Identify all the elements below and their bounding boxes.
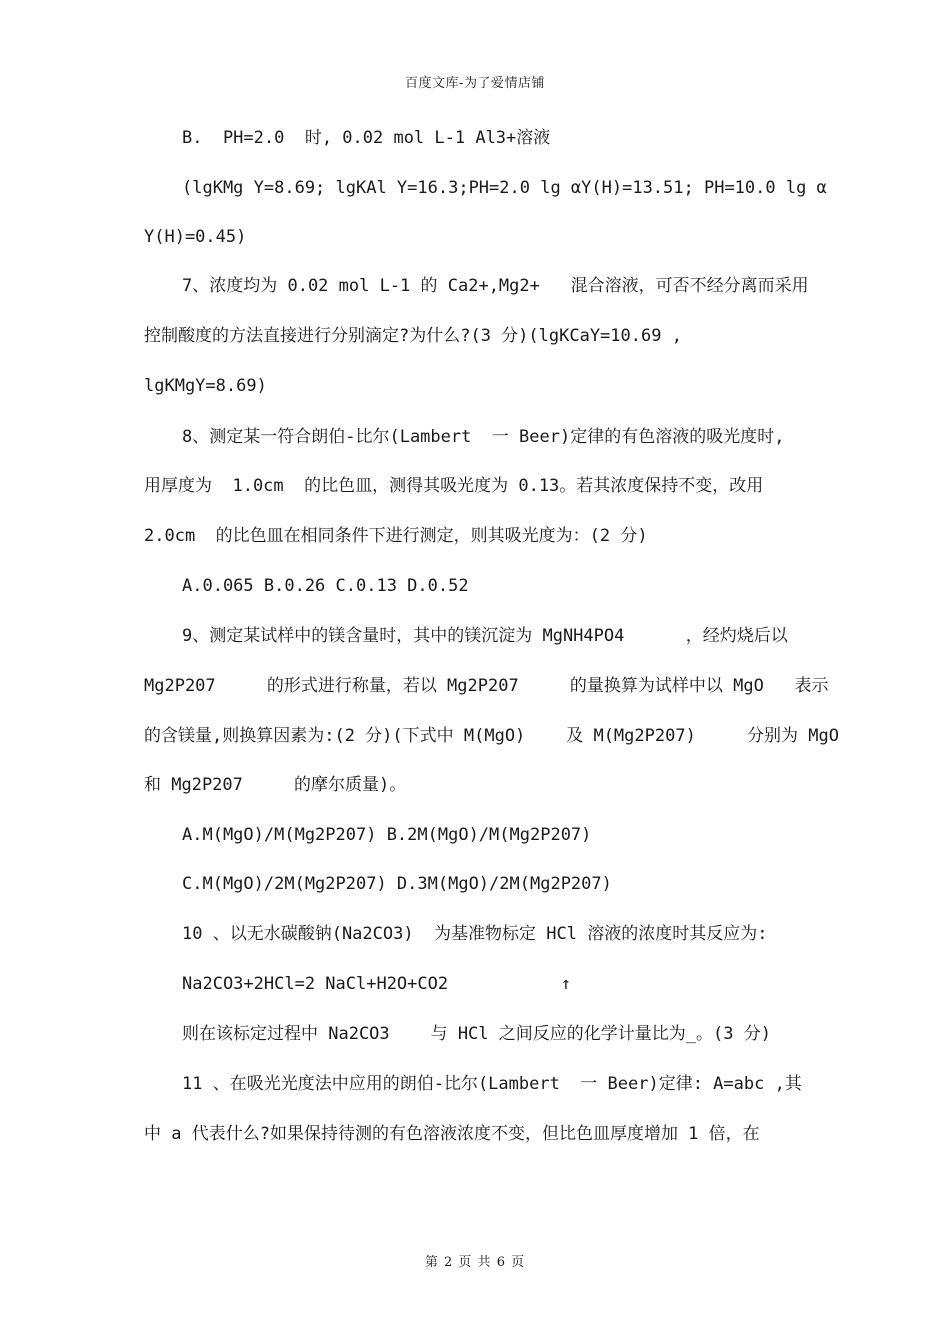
page-footer: 第 2 页 共 6 页 bbox=[424, 1255, 526, 1270]
text-line: Y(H)=0.45) bbox=[144, 227, 247, 247]
text-line: 控制酸度的方法直接进行分别滴定?为什么?(3 分)(lgKCaY=10.69 , bbox=[144, 326, 682, 346]
text-line: 10 、以无水碳酸钠(Na2CO3) 为基准物标定 HCl 溶液的浓度时其反应为: bbox=[182, 924, 768, 944]
text-line: A.0.065 B.0.26 C.0.13 D.0.52 bbox=[182, 576, 469, 596]
page-header: 百度文库-为了爱情店铺 bbox=[405, 76, 545, 91]
text-line: C.M(MgO)/2M(Mg2P207) D.3M(MgO)/2M(Mg2P207) bbox=[182, 874, 612, 894]
text-line: 中 a 代表什么?如果保持待测的有色溶液浓度不变，但比色皿厚度增加 1 倍，在 bbox=[144, 1124, 760, 1144]
text-line: 7、浓度均为 0.02 mol L-1 的 Ca2+,Mg2+ 混合溶液，可否不经分离而采用 bbox=[182, 276, 809, 296]
text-line: Na2CO3+2HCl=2 NaCl+H2O+CO2 ↑ bbox=[182, 974, 571, 994]
text-line: 11 、在吸光光度法中应用的朗伯-比尔(Lambert 一 Beer)定律: A=abc ,其 bbox=[182, 1074, 802, 1094]
text-line: Mg2P207 的形式进行称量，若以 Mg2P207 的量换算为试样中以 MgO 表示 bbox=[144, 676, 829, 696]
text-line: 和 Mg2P207 的摩尔质量)。 bbox=[144, 775, 407, 795]
text-line: 则在该标定过程中 Na2CO3 与 HCl 之间反应的化学计量比为_。(3 分) bbox=[182, 1024, 771, 1044]
text-line: 9、测定某试样中的镁含量时，其中的镁沉淀为 MgNH4PO4 ，经灼烧后以 bbox=[182, 626, 788, 646]
text-line: A.M(MgO)/M(Mg2P207) B.2M(MgO)/M(Mg2P207) bbox=[182, 825, 592, 845]
text-line: 用厚度为 1.0cm 的比色皿，测得其吸光度为 0.13。若其浓度保持不变，改用 bbox=[144, 476, 764, 496]
text-line: 2.0cm 的比色皿在相同条件下进行测定，则其吸光度为：(2 分) bbox=[144, 526, 648, 546]
text-line: (lgKMg Y=8.69; lgKAl Y=16.3;PH=2.0 lg αY(H)=13.51; PH=10.0 lg α bbox=[182, 178, 827, 198]
text-line: lgKMgY=8.69) bbox=[144, 376, 267, 396]
text-line: 的含镁量,则换算因素为:(2 分)(下式中 M(MgO) 及 M(Mg2P207) 分别为 MgO bbox=[144, 726, 839, 746]
text-line: B. PH=2.0 时, 0.02 mol L-1 Al3+溶液 bbox=[182, 128, 551, 148]
text-line: 8、测定某一符合朗伯-比尔(Lambert 一 Beer)定律的有色溶液的吸光度时, bbox=[182, 427, 785, 447]
